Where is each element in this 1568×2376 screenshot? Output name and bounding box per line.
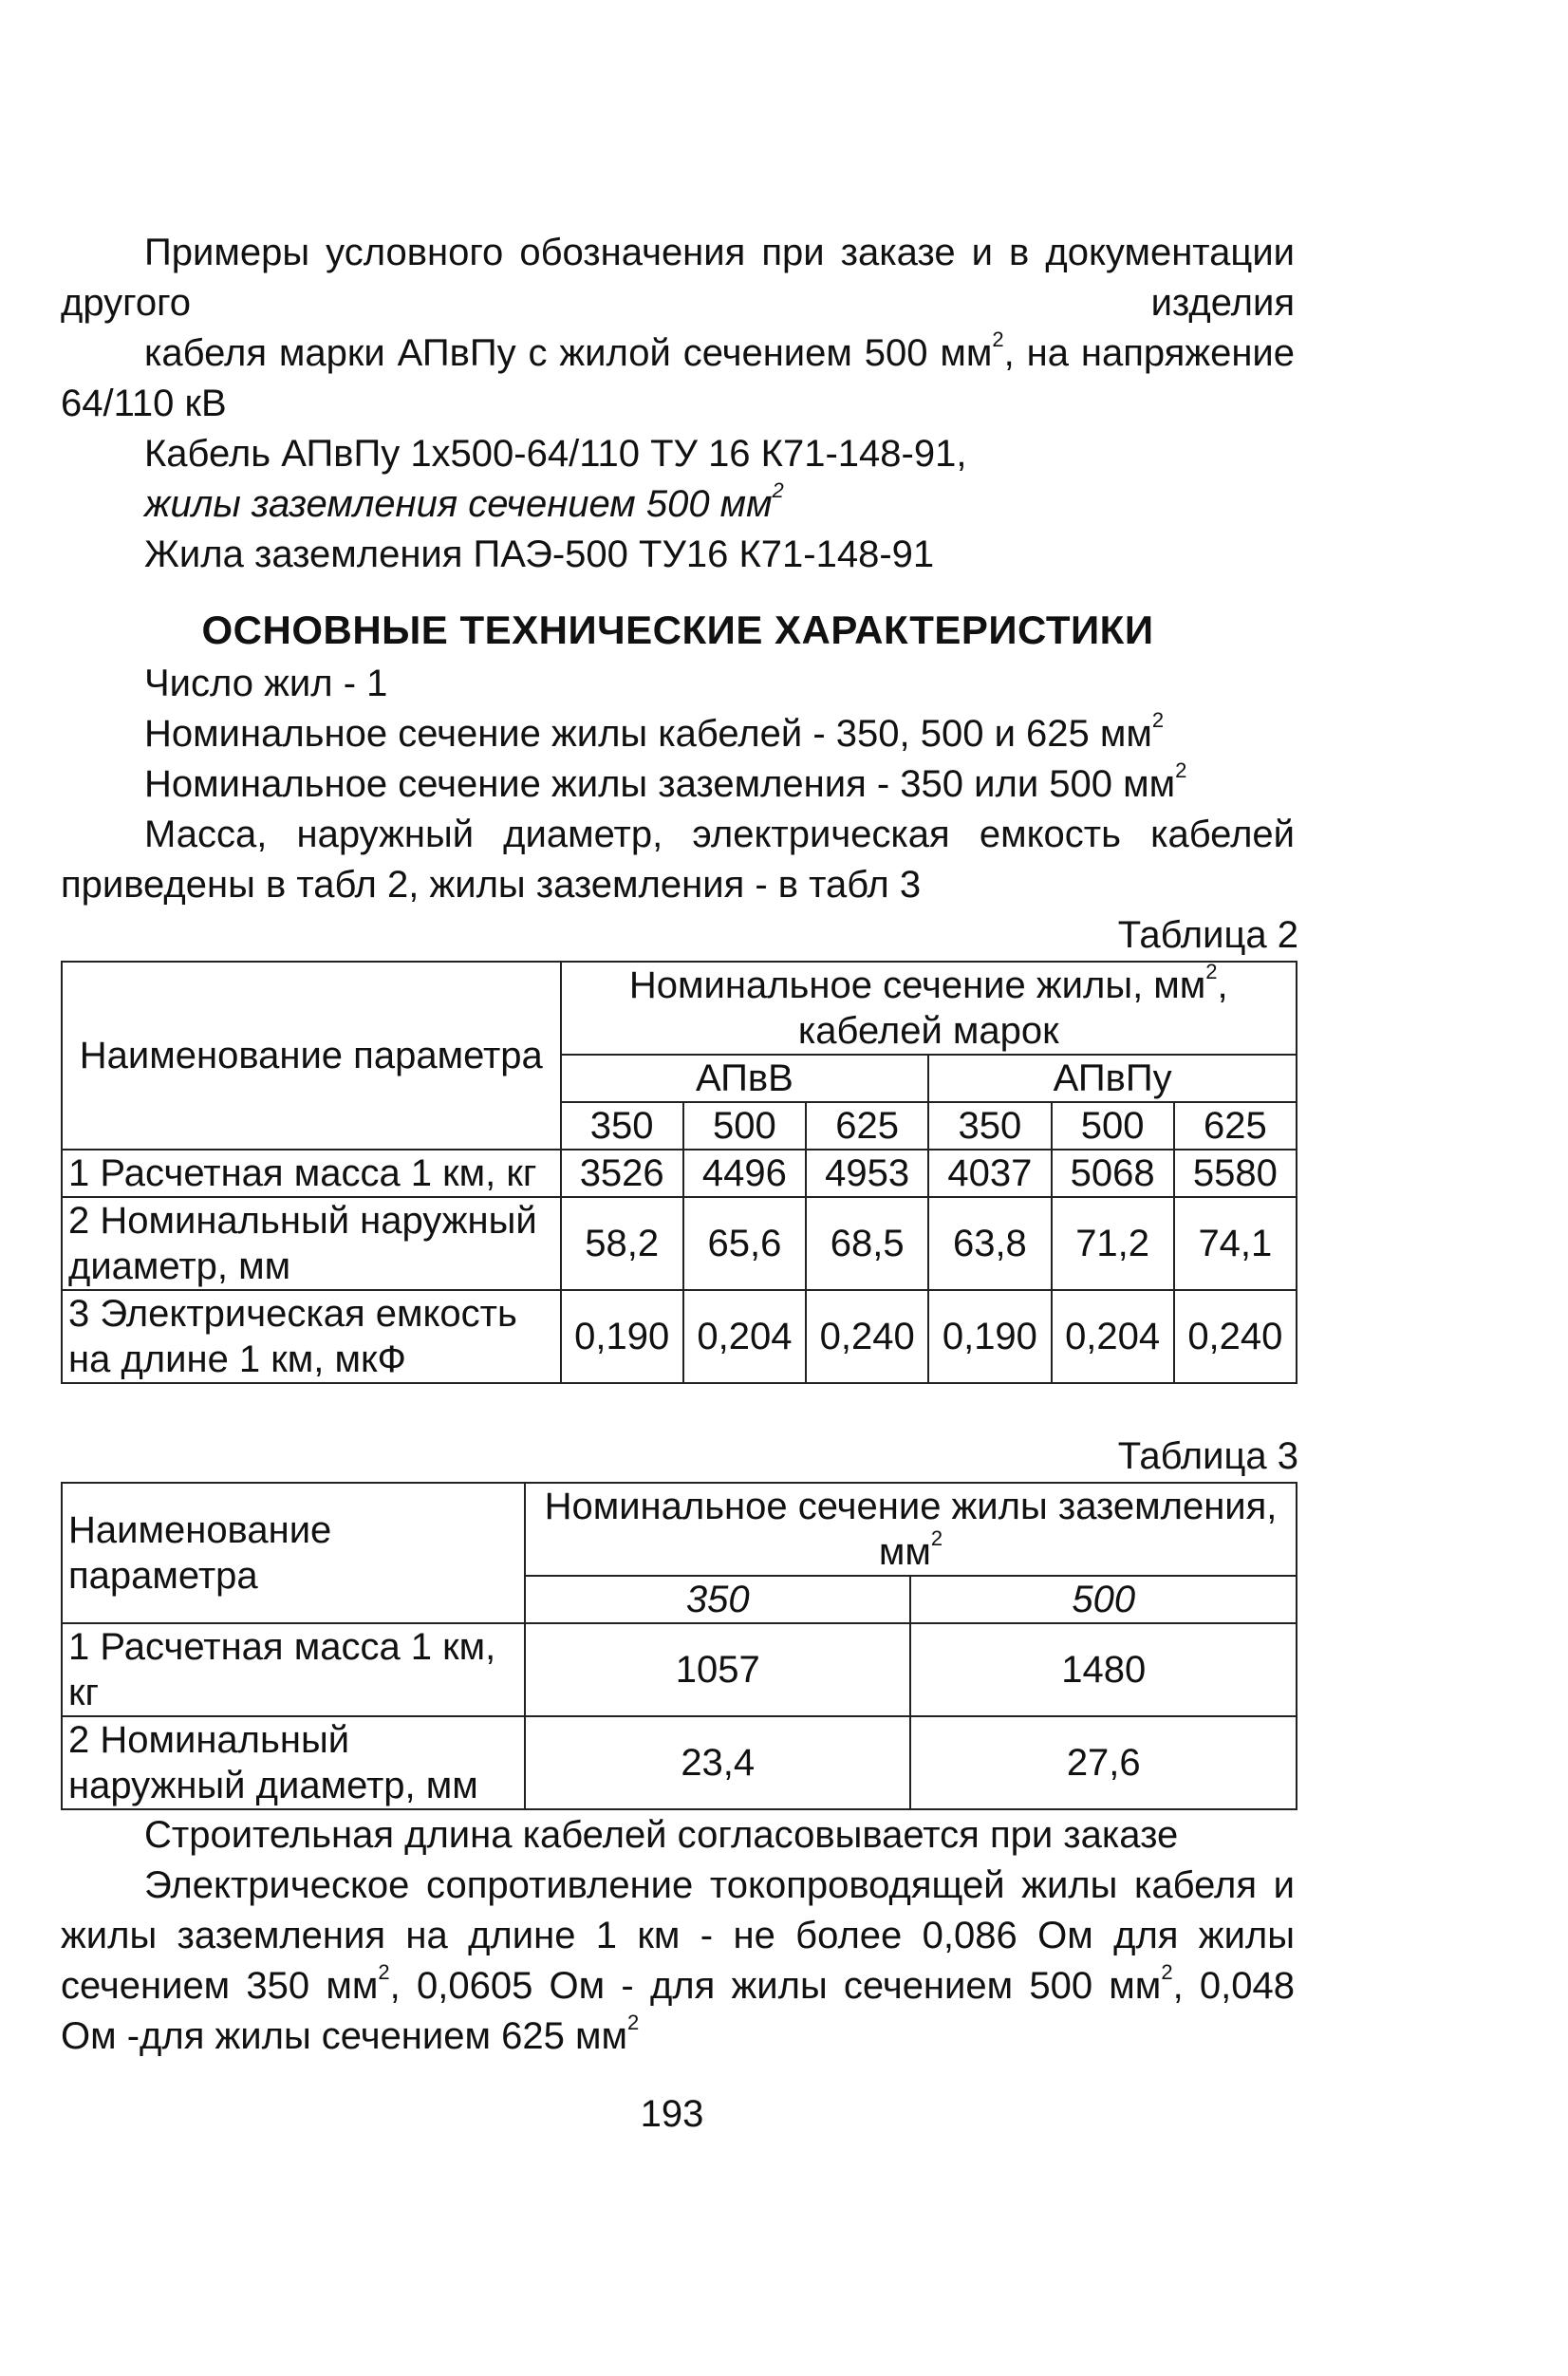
table-cell: 0,204: [683, 1290, 806, 1383]
table-cell: 27,6: [910, 1716, 1297, 1809]
table3-group-header: Номинальное сечение жилы заземления, $мм^2$: [525, 1483, 1297, 1576]
table-cell: 58,2: [561, 1197, 683, 1290]
superscript: 2: [1175, 758, 1187, 782]
superscript: 2: [1151, 708, 1165, 732]
table-cell: 0,190: [561, 1290, 683, 1383]
table-cell: 68,5: [806, 1197, 928, 1290]
intro-grounding-line: жилы заземления сечением 500 $мм^2$: [144, 478, 784, 525]
table3-param-header: Наименование параметра: [62, 1483, 525, 1623]
document-page: [61, 228, 1298, 2062]
table-cell: 74,1: [1174, 1197, 1297, 1290]
spec-cable-section: Номинальное сечение жилы кабелей - 350, 500 и 625 $мм^2$: [144, 708, 1165, 755]
table-cell: 1480: [910, 1623, 1297, 1716]
closing-resistance-note: Электрическое сопротивление токопроводящей жилы кабеля и жилы заземления на длине 1 км - не более 0,086 Ом для жилы сечением 350 $мм^2$, 0,0605 Ом - для жилы сечением 500 $мм^2$, 0,048 Ом -для жилы сечением 625 $мм^2$: [61, 1864, 1296, 2057]
table-cell: 0,240: [1174, 1290, 1297, 1383]
page-number: 193: [640, 2093, 704, 2135]
table2-section-header: 350: [561, 1102, 683, 1150]
table3-section-header: 350: [525, 1576, 910, 1623]
table-row: [62, 1623, 1297, 1716]
table3-section-header: 500: [910, 1576, 1297, 1623]
table2-row-name: 2 Номинальный наружный диаметр, мм: [62, 1197, 561, 1290]
table-row: [62, 1150, 1297, 1197]
section-heading: ОСНОВНЫЕ ТЕХНИЧЕСКИЕ ХАРАКТЕРИСТИКИ: [201, 608, 1154, 652]
table2-caption: Таблица 2: [1117, 914, 1298, 956]
table-cell: 5068: [1052, 1150, 1174, 1197]
table-cell: 4037: [928, 1150, 1051, 1197]
table-row: [62, 1716, 1297, 1809]
table2-section-header: 625: [806, 1102, 928, 1150]
table-cell: 0,190: [928, 1290, 1051, 1383]
intro-designation-line: Кабель АПвПу 1х500-64/110 ТУ 16 К71-148-91,: [144, 433, 967, 475]
table2-group-header: Номинальное сечение жилы, $мм^2$, кабелей марок: [561, 962, 1297, 1055]
table-row: [62, 1290, 1297, 1383]
table-cell: 1057: [525, 1623, 910, 1716]
table2-section-header: 500: [1052, 1102, 1174, 1150]
intro-paragraph-1: Примеры условного обозначения при заказе и в документации другого изделия: [61, 232, 1295, 324]
table-cell: 63,8: [928, 1197, 1051, 1290]
table3-row-name: 1 Расчетная масса 1 км, кг: [62, 1623, 525, 1716]
spec-grounding-section: Номинальное сечение жилы заземления - 350 или 500 $мм^2$: [144, 758, 1187, 805]
table2-row-name: 3 Электрическая емкость на длине 1 км, мкФ: [62, 1290, 561, 1383]
table2-param-header: Наименование параметра: [62, 962, 561, 1150]
intro-grounding-core-line: Жила заземления ПАЭ-500 ТУ16 К71-148-91: [144, 533, 935, 575]
table-3: [61, 1482, 1297, 1810]
closing-length-note: Строительная длина кабелей согласовывается при заказе: [144, 1814, 1179, 1856]
table-cell: 23,4: [525, 1716, 910, 1809]
spec-core-count: Число жил - 1: [144, 663, 388, 704]
table2-row-name: 1 Расчетная масса 1 км, кг: [62, 1150, 561, 1197]
table2-brand-apvv: АПвВ: [561, 1055, 929, 1102]
table-cell: 0,204: [1052, 1290, 1174, 1383]
spacer: [61, 1384, 1295, 1431]
table-cell: 3526: [561, 1150, 683, 1197]
table-cell: 0,240: [806, 1290, 928, 1383]
table-cell: 4496: [683, 1150, 806, 1197]
table2-section-header: 500: [683, 1102, 806, 1150]
table-row: [62, 1197, 1297, 1290]
table2-section-header: 350: [928, 1102, 1051, 1150]
spec-tables-reference: Масса, наружный диаметр, электрическая емкость кабелей приведены в табл 2, жилы заземления - в табл 3: [61, 814, 1295, 906]
superscript: 2: [772, 478, 784, 502]
table3-caption: Таблица 3: [1117, 1435, 1298, 1477]
table-cell: 5580: [1174, 1150, 1297, 1197]
superscript: 2: [992, 327, 1004, 351]
table-cell: 65,6: [683, 1197, 806, 1290]
table3-row-name: 2 Номинальный наружный диаметр, мм: [62, 1716, 525, 1809]
table-cell: 71,2: [1052, 1197, 1174, 1290]
table-cell: 4953: [806, 1150, 928, 1197]
table-2: [61, 961, 1297, 1384]
intro-paragraph-2: кабеля марки АПвПу с жилой сечением 500 $мм^2$, на напряжение 64/110 кВ: [61, 327, 1296, 424]
table2-brand-apvpu: АПвПу: [928, 1055, 1297, 1102]
table2-section-header: 625: [1174, 1102, 1297, 1150]
